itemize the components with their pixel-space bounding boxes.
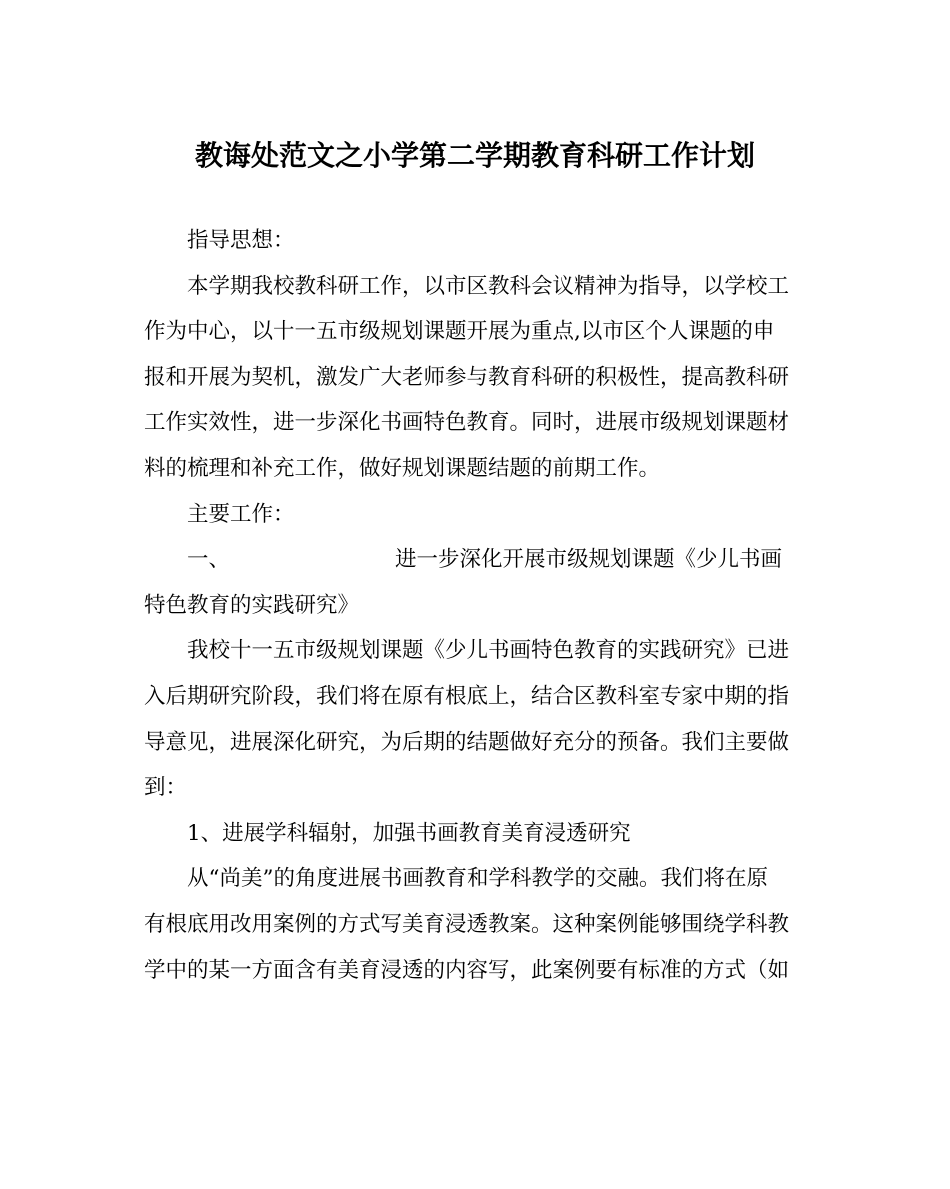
text-line: 特色教育的实践研究》 [144, 592, 360, 618]
section-heading-guide: 指导思想： [187, 228, 295, 253]
paragraph-item1 [144, 628, 804, 810]
item-heading-1 [144, 537, 804, 628]
text-line: 本学期我校教科研工作，以市区教科会议精神为指导，以学校工 [187, 273, 790, 299]
text-line: 报和开展为契机，激发广大老师参与教育科研的积极性，提高教科研 [144, 364, 790, 390]
document-title: 教诲处范文之小学第二学期教育科研工作计划 [194, 139, 755, 172]
text-line: 到： [144, 775, 188, 801]
paragraph-guide [144, 264, 804, 492]
text-line: 导意见，进展深化研究，为后期的结题做好充分的预备。我们主要做 [144, 729, 790, 755]
subsection-heading-1: 1、进展学科辐射，加强书画教育美育浸透研究 [187, 820, 631, 846]
item-title: 进一步深化开展市级规划课题《少儿书画 [395, 547, 783, 573]
text-line: 从“尚美”的角度进展书画教育和学科教学的交融。我们将在原 [187, 866, 768, 892]
text-line: 料的梳理和补充工作，做好规划课题结题的前期工作。 [144, 455, 661, 481]
text-line: 入后期研究阶段，我们将在原有根底上，结合区教科室专家中期的指 [144, 683, 790, 709]
text-line: 工作实效性，进一步深化书画特色教育。同时，进展市级规划课题材 [144, 410, 790, 436]
text-line: 学中的某一方面含有美育浸透的内容写，此案例要有标准的方式（如 [144, 957, 790, 983]
text-line: 有根底用改用案例的方式写美育浸透教案。这种案例能够围绕学科教 [144, 911, 790, 937]
item-number: 一、 [187, 547, 231, 573]
document-body [144, 218, 804, 993]
text-line: 我校十一五市级规划课题《少儿书画特色教育的实践研究》已进 [187, 638, 790, 664]
text-line: 作为中心，以十一五市级规划课题开展为重点,以市区个人课题的申 [144, 319, 775, 345]
section-heading-main: 主要工作： [187, 501, 295, 527]
text-line [144, 537, 804, 583]
paragraph-sub1 [144, 856, 804, 993]
